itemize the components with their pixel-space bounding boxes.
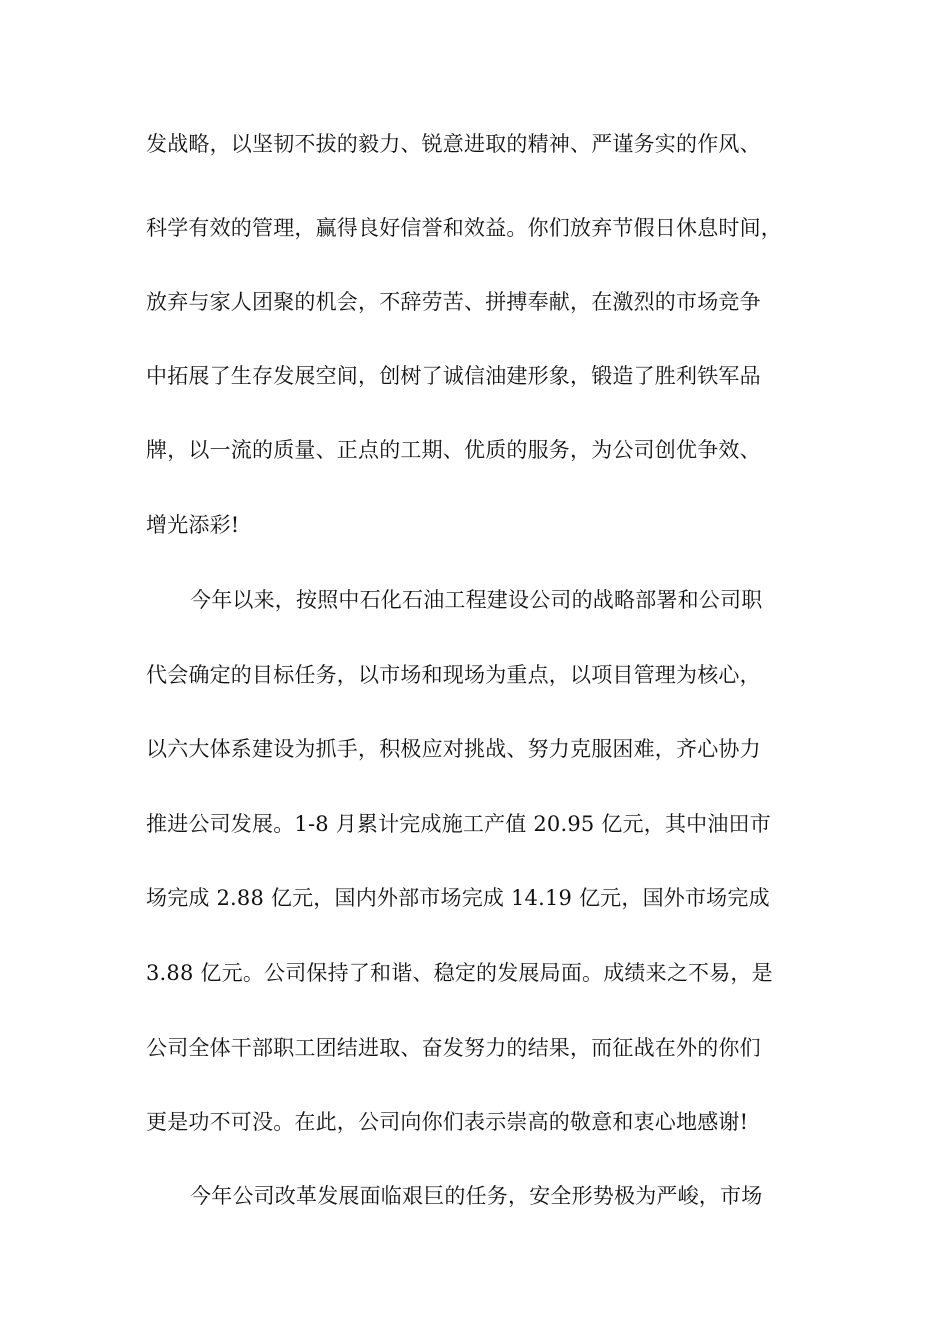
paragraph-first-line: 今年以来，按照中石化石油工程建设公司的战略部署和公司职 — [190, 588, 763, 612]
text-line: 增光添彩! — [146, 513, 240, 537]
text-line: 中拓展了生存发展空间，创树了诚信油建形象，锻造了胜利铁军品 — [146, 364, 761, 388]
text-line: 场完成 2.88 亿元，国内外部市场完成 14.19 亿元，国外市场完成 — [146, 886, 770, 910]
text-line: 发战略，以坚韧不拔的毅力、锐意进取的精神、严谨务实的作风、 — [146, 132, 761, 156]
text-line: 放弃与家人团聚的机会，不辞劳苦、拼搏奉献，在激烈的市场竞争 — [146, 290, 761, 314]
text-line: 代会确定的目标任务，以市场和现场为重点，以项目管理为核心， — [146, 663, 761, 687]
paragraph-first-line: 今年公司改革发展面临艰巨的任务，安全形势极为严峻，市场 — [190, 1184, 763, 1208]
text-line: 公司全体干部职工团结进取、奋发努力的结果，而征战在外的你们 — [146, 1036, 761, 1060]
text-line: 3.88 亿元。公司保持了和谐、稳定的发展局面。成绩来之不易，是 — [146, 961, 773, 985]
text-line: 以六大体系建设为抓手，积极应对挑战、努力克服困难，齐心协力 — [146, 737, 761, 761]
text-line: 科学有效的管理，赢得良好信誉和效益。你们放弃节假日休息时间， — [146, 216, 782, 240]
text-line: 更是功不可没。在此，公司向你们表示崇高的敬意和衷心地感谢! — [146, 1110, 749, 1134]
text-line: 牌，以一流的质量、正点的工期、优质的服务，为公司创优争效、 — [146, 438, 761, 462]
text-line: 推进公司发展。1-8 月累计完成施工产值 20.95 亿元，其中油田市 — [146, 812, 771, 836]
